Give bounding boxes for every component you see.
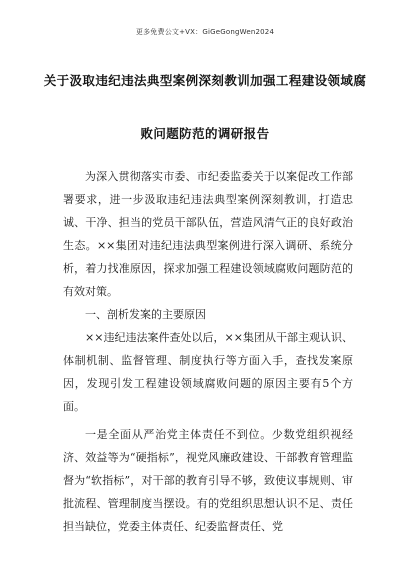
document-body: [63, 165, 353, 538]
document-title-line-1: 关于汲取违纪违法典型案例深刻教训加强工程建设领域腐: [43, 73, 367, 88]
section-heading: 一、剖析发案的主要原因: [85, 308, 206, 321]
paragraph-intro: 为深入贯彻落实市委、市纪委监委关于以案促改工作部署要求，进一步汲取违纪违法典型案例深刻教训，打造忠诚、干净、担当的党员干部队伍，营造风清气正的良好政治生态。××集团对违纪违法典型案例进行深入调研、系统分析，着力找准原因，探求加强工程建设领域腐败问题防范的有效对策。: [63, 170, 353, 298]
header-note: 更多免费公文+VX：GiGeGongWen2024: [135, 28, 275, 36]
paragraph-responsibility: 一是全面从严治党主体责任不到位。少数党组织视经济、效益等为“硬指标”，视党风廉政建设、干部教育管理监督为“软指标”，对干部的教育引导不够，致使议事规则、审批流程、管理制度当摆设。有的党组织思想认识不足、责任担当缺位，党委主体责任、纪委监督责任、党: [63, 428, 353, 533]
paragraph-causes: ××违纪违法案件查处以后，××集团从干部主观认识、体制机制、监督管理、制度执行等方面入手，查找发案原因，发现引发工程建设领域腐败问题的原因主要有5个方面。: [63, 331, 353, 413]
document-title-line-2: 败问题防范的调研报告: [140, 126, 270, 141]
